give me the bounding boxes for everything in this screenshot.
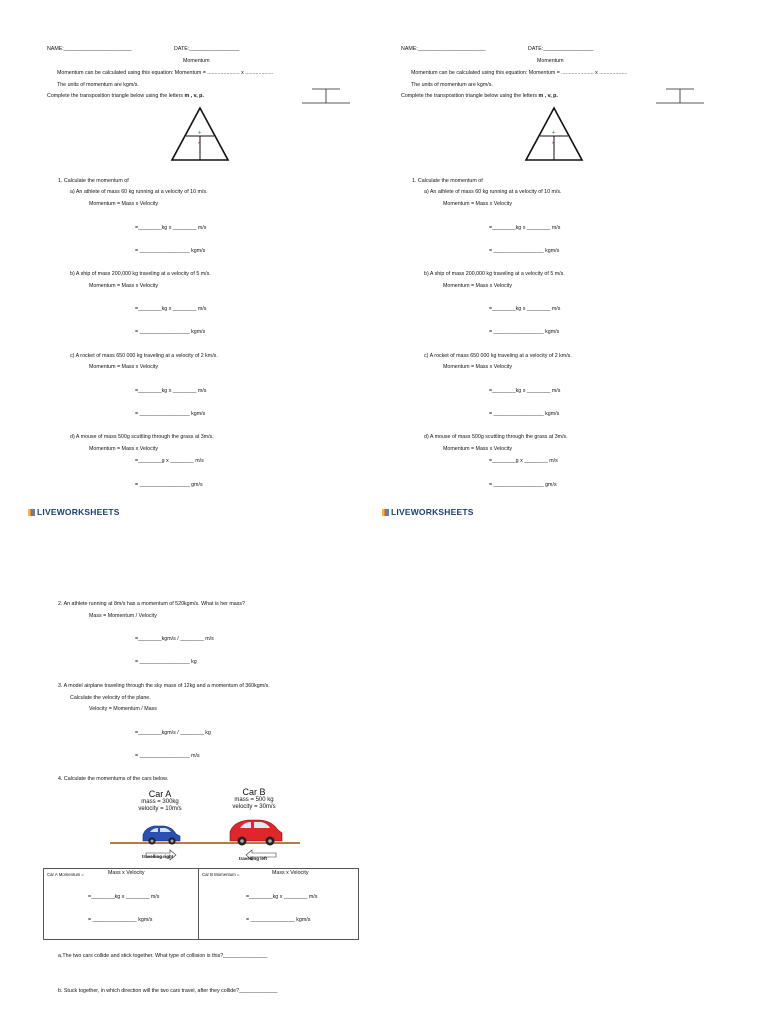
worksheet-copy-left — [0, 0, 384, 530]
equation-text: Momentum can be calculated using this equation: Momentum = ...................... x ................... — [411, 70, 628, 76]
units-text: The units of momentum are kgm/s. — [57, 82, 139, 88]
q1b-line2[interactable]: = _________________ kgm/s — [489, 329, 560, 335]
q4-prompt: 4. Calculate the momentums of the cars below. — [58, 776, 169, 782]
q1b-line1[interactable]: =________kg x ________ m/s — [489, 306, 561, 312]
car-b-label — [214, 787, 294, 810]
car-b-icon — [230, 820, 282, 846]
q3-formula: Velocity = Momentum / Mass — [89, 706, 157, 712]
q1c-formula: Momentum = Mass x Velocity — [443, 364, 513, 370]
q1-heading: 1. Calculate the momentum of — [58, 178, 129, 184]
momentum-table — [43, 868, 359, 940]
q1d-formula: Momentum = Mass x Velocity — [443, 446, 513, 452]
q1a-formula: Momentum = Mass x Velocity — [89, 201, 159, 207]
transposition-triangle-icon — [170, 106, 230, 162]
car-b-direction: travelling left — [239, 856, 268, 861]
car-a-mass: mass = 300kg — [141, 799, 179, 805]
car-b-name: Car B — [242, 787, 266, 797]
car-b-velocity: velocity = 30m/s — [232, 803, 276, 810]
q1-heading: 1. Calculate the momentum of — [412, 178, 483, 184]
car-a-name: Car A — [148, 789, 172, 799]
worksheet-page-2 — [0, 540, 384, 1024]
q1b-prompt: b) A ship of mass 200,000 kg traveling at a velocity of 5 m/s. — [424, 271, 565, 277]
car-a-velocity: velocity = 10m/s — [138, 805, 182, 812]
svg-text:x: x — [198, 140, 201, 145]
svg-text:+: + — [551, 130, 556, 136]
q1a-line1[interactable]: =________kg x ________ m/s — [489, 225, 561, 231]
q3-line2[interactable]: = _________________ m/s — [135, 753, 200, 759]
car-b-momentum-label: Car B Momentum = — [202, 872, 240, 877]
q1a-line2[interactable]: = _________________ kgm/s — [135, 248, 206, 254]
transposition-triangle-icon — [524, 106, 584, 162]
name-label: NAME:_______________________ — [47, 46, 132, 52]
car-a-line2[interactable]: = _______________ kgm/s — [88, 917, 153, 923]
car-b-line2[interactable]: = _______________ kgm/s — [246, 917, 311, 923]
triangle-instruction: Complete the transposition triangle below using the letters m , v, p. — [47, 93, 204, 99]
equation-blank-icon — [656, 87, 706, 107]
q1b-line2[interactable]: = _________________ kgm/s — [135, 329, 206, 335]
q1b-prompt: b) A ship of mass 200,000 kg traveling at a velocity of 5 m/s. — [70, 271, 211, 277]
table-divider — [198, 869, 199, 939]
q1d-prompt: d) A mouse of mass 500g scuttling through the grass at 3m/s. — [70, 434, 214, 440]
worksheet-title: Momentum — [537, 58, 564, 64]
date-label: DATE:_________________ — [528, 46, 594, 52]
svg-text:x: x — [552, 140, 555, 145]
q2-formula: Mass = Momentum / Velocity — [89, 613, 157, 619]
q1a-line2[interactable]: = _________________ kgm/s — [489, 248, 560, 254]
units-text: The units of momentum are kgm/s. — [411, 82, 493, 88]
name-label: NAME:_______________________ — [401, 46, 486, 52]
car-a-formula: Mass x Velocity — [108, 870, 145, 876]
q1d-line1[interactable]: =________g x ________ m/s — [135, 458, 204, 464]
car-b-mass: mass = 500 kg — [234, 797, 274, 803]
q1d-line1[interactable]: =________g x ________ m/s — [489, 458, 558, 464]
car-a-label — [120, 789, 200, 812]
q1d-formula: Momentum = Mass x Velocity — [89, 446, 159, 452]
worksheet-copy-right — [354, 0, 738, 530]
q4a-question[interactable]: a.The two cars collide and stick together. What type of collision is this?_______________ — [58, 953, 268, 959]
q2-line2[interactable]: = _________________ kg — [135, 659, 197, 665]
q1d-prompt: d) A mouse of mass 500g scuttling through the grass at 3m/s. — [424, 434, 568, 440]
car-a-momentum-label: Car A Momentum = — [47, 872, 84, 877]
q1b-line1[interactable]: =________kg x ________ m/s — [135, 306, 207, 312]
q1a-line1[interactable]: =________kg x ________ m/s — [135, 225, 207, 231]
triangle-instruction: Complete the transposition triangle below using the letters m , v, p. — [401, 93, 558, 99]
liveworksheets-logo: LIVEWORKSHEETS — [28, 507, 120, 517]
q1d-line2[interactable]: = _________________ gm/s — [135, 482, 203, 488]
q3-prompt-2: Calculate the velocity of the plane. — [70, 695, 151, 701]
cars-illustration — [110, 815, 300, 865]
q4b-question[interactable]: b. Stuck together, in which direction will the two cars travel, after they collide?_____________ — [58, 988, 278, 994]
car-a-direction: travelling right — [142, 854, 174, 859]
q1c-line1[interactable]: =________kg x ________ m/s — [135, 388, 207, 394]
q1c-prompt: c) A rocket of mass 650 000 kg traveling at a velocity of 2 km/s. — [70, 353, 218, 359]
q1c-line1[interactable]: =________kg x ________ m/s — [489, 388, 561, 394]
q1b-formula: Momentum = Mass x Velocity — [89, 283, 159, 289]
q1c-prompt: c) A rocket of mass 650 000 kg traveling at a velocity of 2 km/s. — [424, 353, 572, 359]
car-a-line1[interactable]: =________kg x ________ m/s — [88, 894, 160, 900]
date-label: DATE:_________________ — [174, 46, 240, 52]
q3-line1[interactable]: =________kgm/s / ________ kg — [135, 730, 211, 736]
liveworksheets-logo: LIVEWORKSHEETS — [382, 507, 474, 517]
svg-text:+: + — [197, 130, 202, 136]
q2-line1[interactable]: =________kgm/s / ________ m/s — [135, 636, 214, 642]
q3-prompt: 3. A model airplane traveling through the sky mass of 12kg and a momentum of 360kgm/s. — [58, 683, 270, 689]
worksheet-title: Momentum — [183, 58, 210, 64]
q1c-formula: Momentum = Mass x Velocity — [89, 364, 159, 370]
equation-text: Momentum can be calculated using this equation: Momentum = ...................... x ................... — [57, 70, 274, 76]
q1c-line2[interactable]: = _________________ kgm/s — [489, 411, 560, 417]
car-b-line1[interactable]: =________kg x ________ m/s — [246, 894, 318, 900]
q1a-prompt: a) An athlete of mass 60 kg running at a velocity of 10 m/s. — [70, 189, 208, 195]
q1d-line2[interactable]: = _________________ gm/s — [489, 482, 557, 488]
car-a-icon — [143, 826, 180, 845]
car-b-formula: Mass x Velocity — [272, 870, 309, 876]
q1a-formula: Momentum = Mass x Velocity — [443, 201, 513, 207]
equation-blank-icon — [302, 87, 352, 107]
q1c-line2[interactable]: = _________________ kgm/s — [135, 411, 206, 417]
q1a-prompt: a) An athlete of mass 60 kg running at a velocity of 10 m/s. — [424, 189, 562, 195]
q2-prompt: 2. An athlete running at 8m/s has a momentum of 520kgm/s. What is her mass? — [58, 601, 245, 607]
q1b-formula: Momentum = Mass x Velocity — [443, 283, 513, 289]
